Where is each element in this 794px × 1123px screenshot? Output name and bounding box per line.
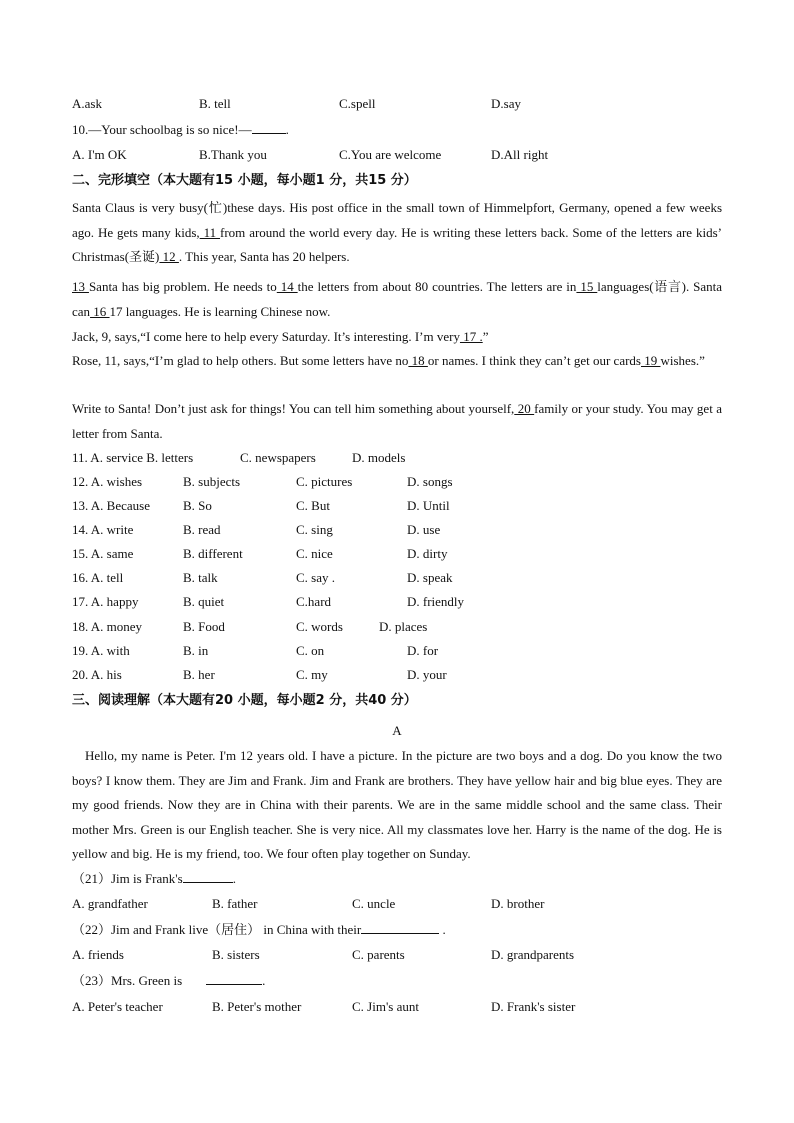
option-d: D. use <box>407 522 441 537</box>
option-c: C. my <box>296 667 328 682</box>
option-a: 17. A. happy <box>72 594 139 609</box>
q10-options <box>72 147 732 163</box>
passage-a-text: Hello, my name is Peter. I'm 12 years old. I have a picture. In the picture are two boys and a dog. Do you know the two boys? I know them. They are Jim and Frank. Jim and Frank are brothers. They have yellow hair and big blue eyes. They are my good friends. Now they are in China with their parents. We are in the same middle school and the same class. Their mother Mrs. Green is our English teacher. She is very nice. All my classmates love her. Harry is the name of the dog. He is yellow and big. He is my friend, too. We four often play together on Sunday. <box>72 748 722 861</box>
blank-15: 15 <box>576 279 598 294</box>
cloze-options-15 <box>72 546 732 562</box>
option-d: D. places <box>379 619 428 634</box>
q9-options <box>72 96 732 112</box>
option-c: C. say . <box>296 570 335 585</box>
option-b: B. Peter's mother <box>212 999 302 1014</box>
blank-19: 19 <box>641 353 661 368</box>
blank-20: 20 <box>514 401 535 416</box>
option-a: 14. A. write <box>72 522 134 537</box>
option-b: B. Food <box>183 619 225 634</box>
option-a: 15. A. same <box>72 546 134 561</box>
option-b: B. talk <box>183 570 218 585</box>
question-stem: 10.—Your schoolbag is so nice!— <box>72 122 252 137</box>
option-c: C. pictures <box>296 474 353 489</box>
option-a: A. friends <box>72 947 124 962</box>
cloze-options-20 <box>72 667 732 683</box>
option-a: A.ask <box>72 96 102 111</box>
option-d: D. Until <box>407 498 450 513</box>
option-c: C. on <box>296 643 325 658</box>
option-c: C.hard <box>296 594 332 609</box>
option-d: D. friendly <box>407 594 465 609</box>
question-21 <box>72 870 236 887</box>
option-c: C. words <box>296 619 343 634</box>
option-c: C. sing <box>296 522 333 537</box>
question-tail: . <box>439 922 446 937</box>
option-c: C.You are welcome <box>339 147 442 162</box>
option-c: C. But <box>296 498 330 513</box>
blank-13: 13 <box>72 279 89 294</box>
answer-blank <box>206 972 262 985</box>
option-d: D. brother <box>491 896 545 911</box>
option-a: 12. A. wishes <box>72 474 143 489</box>
q21-options <box>72 896 732 912</box>
option-d: D. grandparents <box>491 947 575 962</box>
option-b: B. different <box>183 546 243 561</box>
option-a: 20. A. his <box>72 667 122 682</box>
question-stem: （23）Mrs. Green is <box>72 973 183 988</box>
option-a: 19. A. with <box>72 643 130 658</box>
option-a: 16. A. tell <box>72 570 124 585</box>
option-c: C. Jim's aunt <box>352 999 419 1014</box>
question-23 <box>72 972 265 989</box>
option-c: C. parents <box>352 947 405 962</box>
q23-options <box>72 999 732 1015</box>
question-tail: . <box>262 973 266 988</box>
answer-blank <box>361 921 439 934</box>
option-b: B. subjects <box>183 474 241 489</box>
option-b: B. sisters <box>212 947 260 962</box>
option-c: C. uncle <box>352 896 396 911</box>
option-d: D. Frank's sister <box>491 999 576 1014</box>
cloze-options-17 <box>72 594 732 610</box>
blank-17: 17 . <box>459 329 483 344</box>
section-3-title: 三、阅读理解（本大题有20 小题，每小题2 分，共40 分） <box>72 693 417 708</box>
cloze-paragraph-4: Rose, 11, says,“I’m glad to help others. But some letters have no 18 or names. I think they can’t get our cards 19 wishes.” <box>72 353 705 368</box>
option-c: C.spell <box>339 96 376 111</box>
answer-blank <box>183 870 233 883</box>
option-c: C. nice <box>296 546 333 561</box>
option-b: B. in <box>183 643 209 658</box>
cloze-paragraph-5: Write to Santa! Don’t just ask for things! You can tell him something about yourself, 20 family or your study. You may get a letter from Santa. <box>72 401 723 441</box>
section-2-title: 二、完形填空（本大题有15 小题，每小题1 分，共15 分） <box>72 173 417 188</box>
blank-18: 18 <box>408 353 428 368</box>
option-a: 18. A. money <box>72 619 143 634</box>
cloze-options-16 <box>72 570 732 586</box>
question-22 <box>72 921 446 938</box>
cloze-options-14 <box>72 522 732 538</box>
option-b: B. read <box>183 522 221 537</box>
option-a: A. I'm OK <box>72 147 127 162</box>
blank-14: 14 <box>276 279 298 294</box>
option-d: D. your <box>407 667 447 682</box>
cloze-options-19 <box>72 643 732 659</box>
cloze-paragraph-2: 13 Santa has big problem. He needs to 14 the letters from about 80 countries. The letters are in 15 languages(语言). Santa can 16 17 languages. He is learning Chinese now. <box>72 279 723 319</box>
cloze-paragraph-1: Santa Claus is very busy(忙)these days. His post office in the small town of Himmelpfort, Germany, opened a few weeks ago. He gets many kids, 11 from around the world every day. He is writing these letters back. Some of the letters are kids’ Christmas(圣诞) 12 . This year, Santa has 20 helpers. <box>72 200 722 264</box>
option-b: B. tell <box>199 96 231 111</box>
option-d: D. dirty <box>407 546 448 561</box>
option-d: D.say <box>491 96 521 111</box>
option-b: B. quiet <box>183 594 225 609</box>
question-stem: （21）Jim is Frank's <box>72 871 183 886</box>
question-tail: . <box>232 871 236 886</box>
blank-11: 11 <box>199 224 221 240</box>
option-a: A. grandfather <box>72 896 148 911</box>
option-c: C. newspapers <box>240 450 316 465</box>
option-b: B. So <box>183 498 212 513</box>
question-tail: . <box>285 122 289 137</box>
option-d: D. speak <box>407 570 453 585</box>
option-a: 13. A. Because <box>72 498 150 513</box>
cloze-paragraph-3: Jack, 9, says,“I come here to help every Saturday. It’s interesting. I’m very 17 .” <box>72 329 489 344</box>
answer-blank <box>252 121 286 134</box>
option-b: B.Thank you <box>199 147 267 162</box>
option-a: A. Peter's teacher <box>72 999 163 1014</box>
question-stem: （22）Jim and Frank live（居住） in China with their <box>72 922 362 937</box>
q22-options <box>72 947 732 963</box>
option-d: D. for <box>407 643 439 658</box>
cloze-options-12 <box>72 474 732 490</box>
question-10 <box>72 121 289 138</box>
option-b: B. her <box>183 667 215 682</box>
option-b: B. father <box>212 896 258 911</box>
blank-12: 12 <box>159 249 179 264</box>
option-d: D. models <box>352 450 406 465</box>
cloze-options-11 <box>72 450 732 466</box>
option-ab: 11. A. service B. letters <box>72 450 194 465</box>
cloze-options-13 <box>72 498 732 514</box>
blank-16: 16 <box>90 303 110 319</box>
cloze-options-18 <box>72 619 732 635</box>
option-d: D. songs <box>407 474 453 489</box>
passage-a-label: A <box>392 723 402 738</box>
option-d: D.All right <box>491 147 549 162</box>
